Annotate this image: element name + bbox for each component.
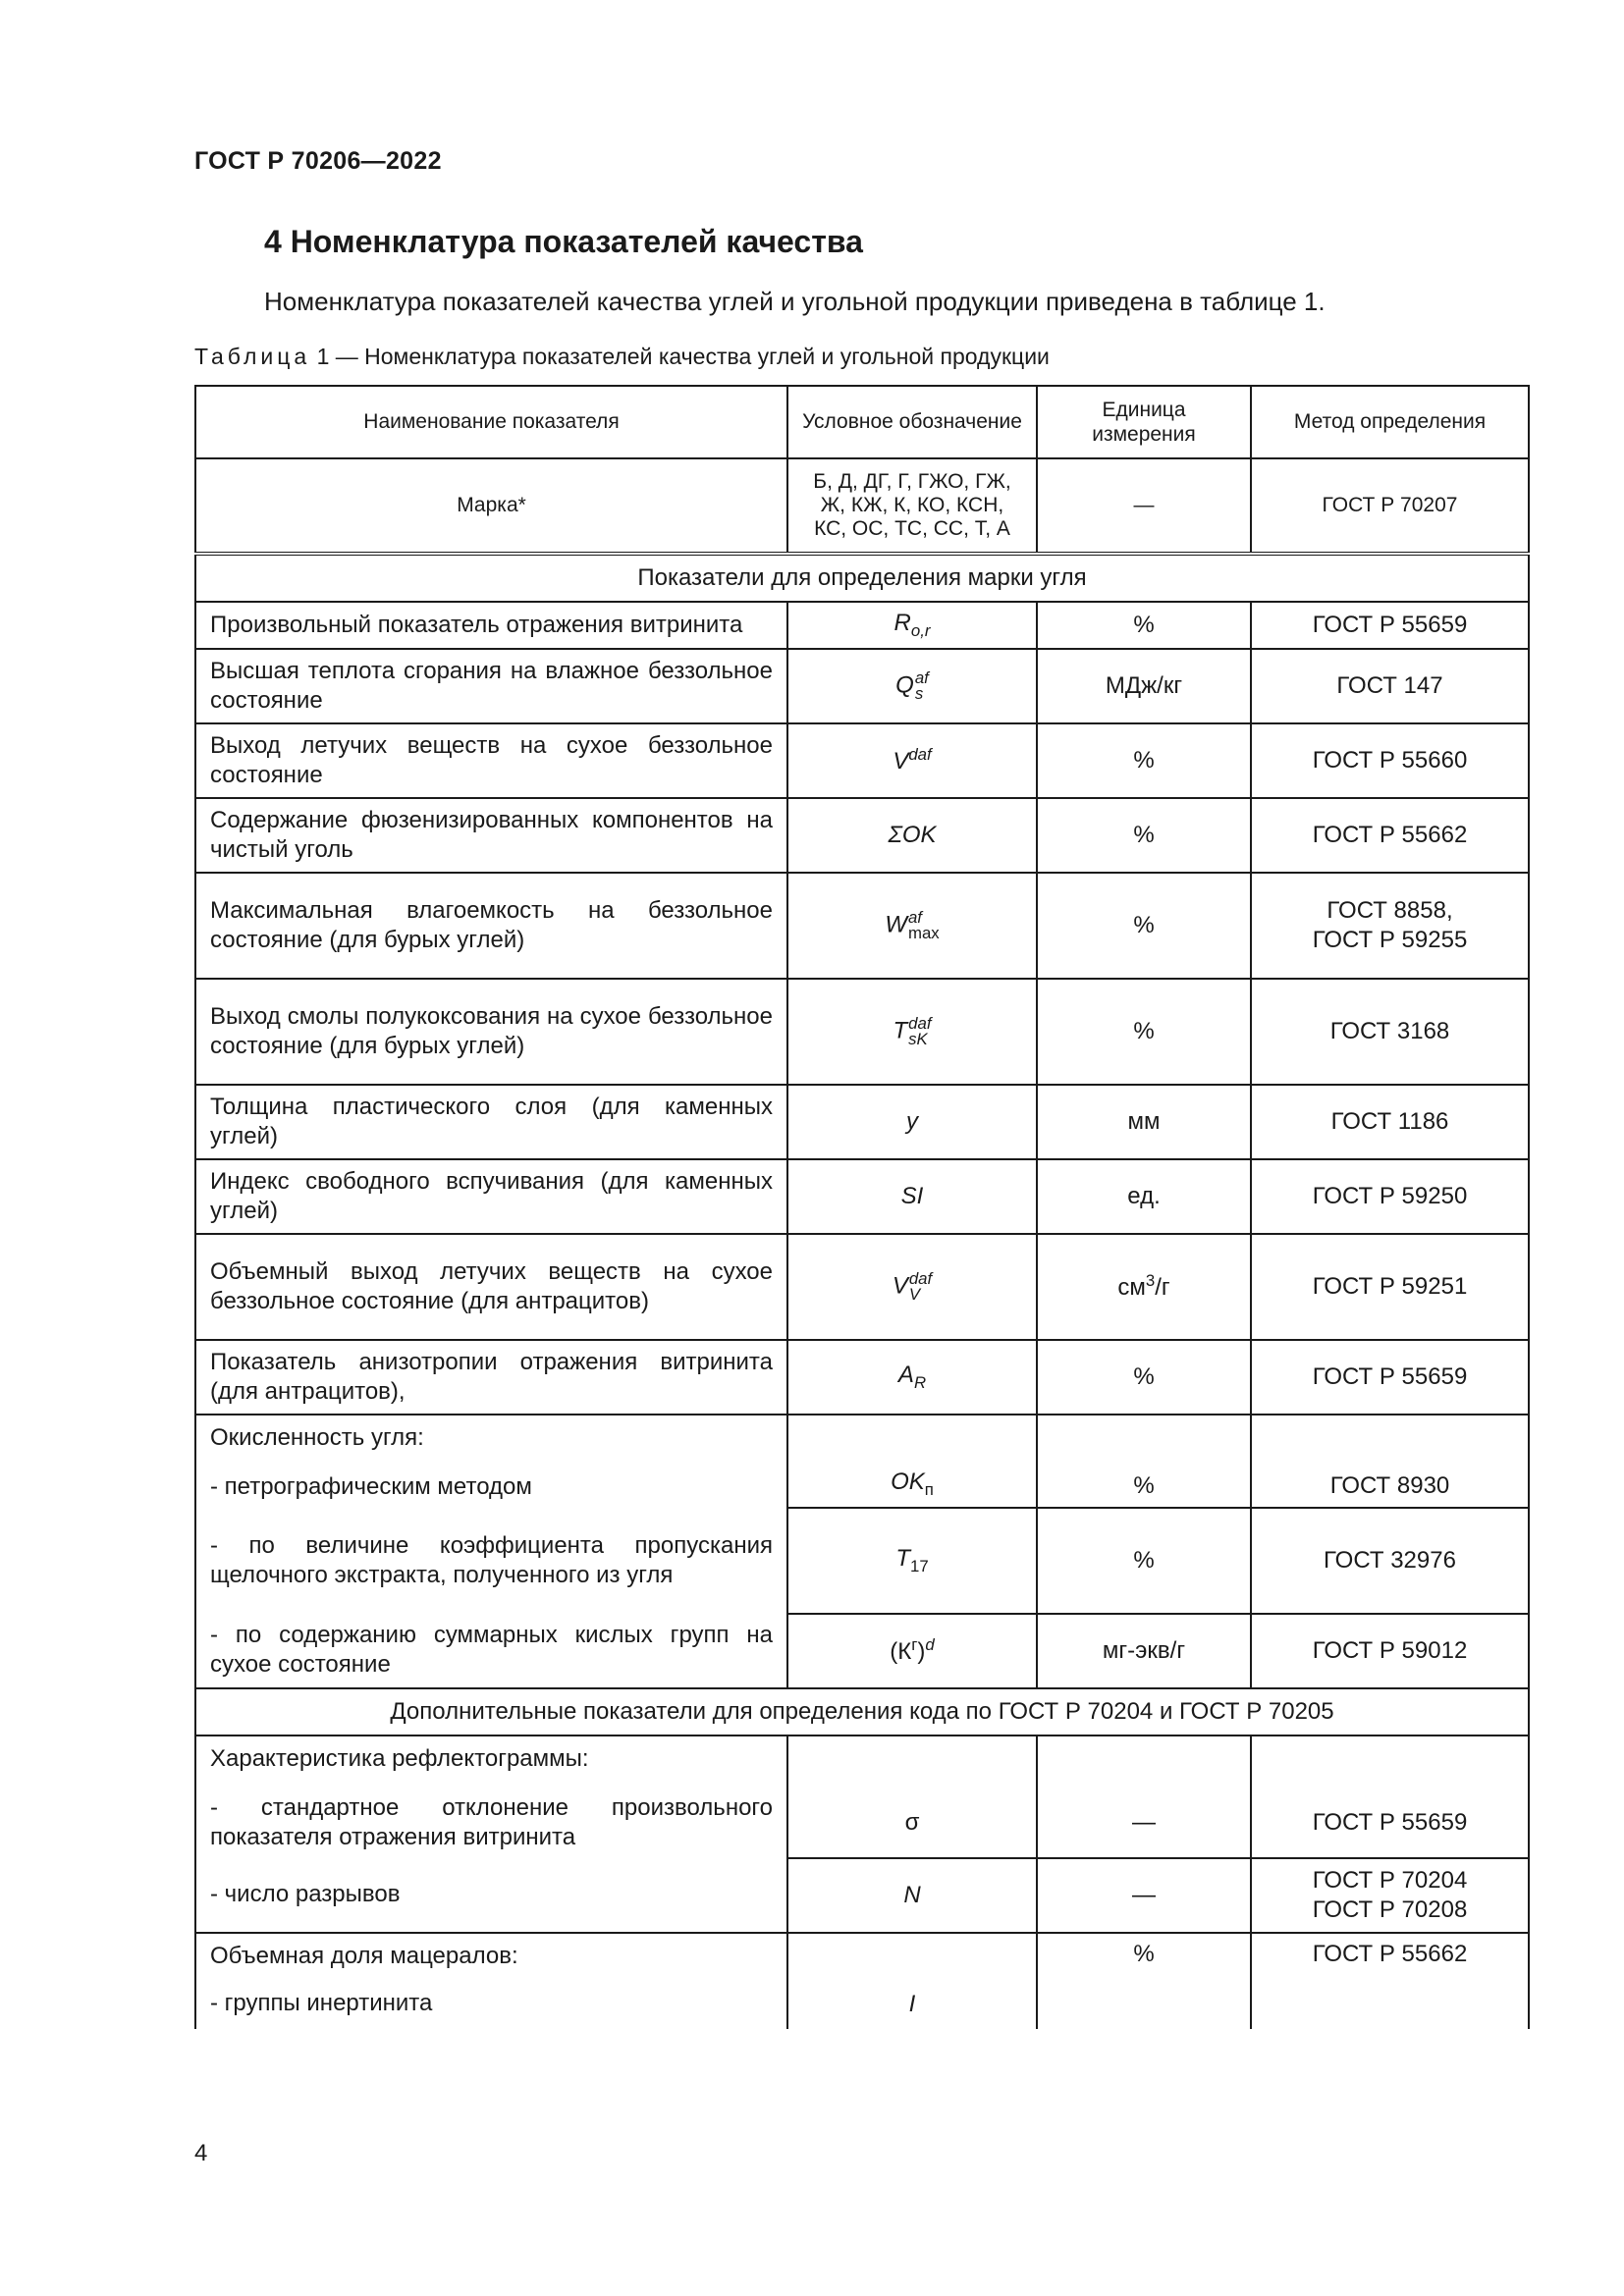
symbol-main: I: [908, 1990, 916, 2017]
cell-unit: %: [1037, 602, 1251, 649]
cell-method: ГОСТ 147: [1251, 649, 1529, 723]
table-row-brand: [195, 458, 1529, 554]
cell-unit: —: [1037, 1735, 1251, 1858]
cell-symbol: [787, 1340, 1037, 1415]
cell-name: - по величине коэффициента пропускания щелочного экстракта, полученного из угля: [195, 1508, 787, 1614]
table-row: [195, 1614, 1529, 1688]
symbol-main: OK: [891, 1468, 925, 1495]
cell-method: ГОСТ Р 55659: [1251, 602, 1529, 649]
caption-text: 1 — Номенклатура показателей качества углей и угольной продукции: [310, 344, 1050, 369]
symbol-main: SI: [900, 1182, 924, 1209]
section-intro: Номенклатура показателей качества углей и угольной продукции приведена в таблице 1.: [264, 287, 1326, 316]
table-row: [195, 1085, 1529, 1159]
symbol-main: y: [906, 1107, 918, 1135]
cell-name: Выход летучих веществ на сухое беззольное состояние: [195, 723, 787, 798]
col-header-unit: Единица измерения: [1037, 386, 1251, 458]
cell-unit: мг-экв/г: [1037, 1614, 1251, 1688]
group-item-name: - петрографическим методом: [210, 1472, 532, 1500]
cell-unit: %: [1037, 979, 1251, 1085]
col-header-method: Метод определения: [1251, 386, 1529, 458]
table-row: [195, 798, 1529, 873]
cell-unit: [1037, 1234, 1251, 1340]
cell-unit: %: [1037, 723, 1251, 798]
cell-name: Марка*: [195, 458, 787, 554]
method-line: ГОСТ Р 70208: [1312, 1896, 1468, 1923]
cell-method: ГОСТ Р 55660: [1251, 723, 1529, 798]
section-title: 4 Номенклатура показателей качества: [264, 224, 863, 259]
cell-symbol: [787, 1508, 1037, 1614]
cell-method: ГОСТ 8930: [1251, 1415, 1529, 1508]
cell-name: [195, 1415, 787, 1508]
cell-symbol: σ: [787, 1735, 1037, 1858]
cell-name: [195, 1933, 787, 2029]
unit-sup: 3: [1145, 1270, 1156, 1290]
page-number: 4: [194, 2140, 208, 2166]
symbol-sup: af: [907, 907, 922, 927]
symbol-main: V: [893, 747, 909, 774]
method-line: ГОСТ 8858,: [1326, 896, 1453, 924]
symbol-indices: [907, 907, 940, 942]
table-row: [195, 1234, 1529, 1340]
symbol-sub: 17: [910, 1556, 929, 1575]
cell-name: - по содержанию суммарных кислых групп на сухое состояние: [195, 1614, 787, 1688]
brand-symbol-line: КС, ОС, ТС, СС, Т, А: [814, 517, 1010, 541]
cell-method: ГОСТ Р 59012: [1251, 1614, 1529, 1688]
cell-symbol: [787, 873, 1037, 979]
cell-unit: —: [1037, 458, 1251, 554]
symbol-sub: max: [907, 923, 940, 942]
cell-name: Содержание фюзенизированных компонентов на чистый уголь: [195, 798, 787, 873]
brand-symbol-line: Б, Д, ДГ, Г, ГЖО, ГЖ,: [813, 469, 1011, 493]
method-line: ГОСТ Р 59255: [1312, 926, 1468, 953]
cell-symbol: [787, 1933, 1037, 2029]
symbol-sub: R: [913, 1372, 927, 1392]
unit-base: см: [1117, 1273, 1146, 1301]
cell-name: Высшая теплота сгорания на влажное беззольное состояние: [195, 649, 787, 723]
section-heading: Дополнительные показатели для определения кода по ГОСТ Р 70204 и ГОСТ Р 70205: [195, 1688, 1529, 1735]
cell-unit: —: [1037, 1858, 1251, 1933]
symbol-main: A: [897, 1361, 914, 1388]
cell-method: [1251, 873, 1529, 979]
group-item-name: - группы инертинита: [210, 1989, 433, 2016]
cell-unit: мм: [1037, 1085, 1251, 1159]
cell-name: - число разрывов: [195, 1858, 787, 1933]
table-row: [195, 1508, 1529, 1614]
table-row: [195, 1858, 1529, 1933]
symbol-main: R: [893, 610, 911, 636]
group-item-name: - стандартное отклонение произвольного показателя отражения витринита: [210, 1793, 773, 1850]
cell-unit: %: [1037, 798, 1251, 873]
table-row: [195, 979, 1529, 1085]
symbol-indices: [914, 667, 929, 703]
table-row-oxidation: [195, 1415, 1529, 1508]
cell-unit: %: [1037, 1933, 1251, 2029]
symbol-main: Q: [895, 671, 914, 699]
symbol-sup: daf: [908, 744, 932, 764]
cell-method: ГОСТ Р 55662: [1251, 1933, 1529, 2029]
group-heading: Объемная доля мацералов:: [210, 1942, 518, 1969]
document-code: ГОСТ Р 70206—2022: [194, 147, 442, 175]
cell-method: ГОСТ Р 55662: [1251, 798, 1529, 873]
cell-name: [195, 1735, 787, 1858]
cell-symbol: [787, 798, 1037, 873]
cell-symbol: [787, 1085, 1037, 1159]
brand-symbol-line: Ж, КЖ, К, КО, КСН,: [820, 493, 1004, 516]
col-header-name: Наименование показателя: [195, 386, 787, 458]
cell-unit: %: [1037, 873, 1251, 979]
cell-symbol: [787, 1415, 1037, 1508]
cell-symbol: [787, 1858, 1037, 1933]
table-row: [195, 1340, 1529, 1415]
cell-symbol: [787, 1159, 1037, 1234]
symbol-main: N: [903, 1881, 921, 1908]
cell-unit: %: [1037, 1508, 1251, 1614]
symbol-sub: п: [924, 1479, 934, 1499]
cell-name: Толщина пластического слоя (для каменных углей): [195, 1085, 787, 1159]
cell-name: Индекс свободного вспучивания (для каменных углей): [195, 1159, 787, 1234]
unit-tail: /г: [1155, 1273, 1170, 1301]
cell-method: ГОСТ Р 59250: [1251, 1159, 1529, 1234]
symbol-main: T: [895, 1544, 910, 1572]
quality-indicators-table: [194, 385, 1530, 2029]
cell-name: Объемный выход летучих веществ на сухое беззольное состояние (для антрацитов): [195, 1234, 787, 1340]
table-row-macerals: [195, 1933, 1529, 2029]
cell-symbol: [787, 723, 1037, 798]
symbol-sub: V: [908, 1284, 921, 1304]
symbol-sup: daf: [908, 1268, 933, 1288]
cell-unit: МДж/кг: [1037, 649, 1251, 723]
cell-method: ГОСТ 32976: [1251, 1508, 1529, 1614]
symbol-sup: daf: [908, 1013, 932, 1033]
cell-unit: %: [1037, 1340, 1251, 1415]
table-caption: [194, 344, 1050, 370]
symbol-main: ΣOK: [888, 821, 937, 848]
symbol-main: T: [893, 1017, 908, 1044]
symbol-sup: af: [914, 667, 929, 687]
symbol-sup: d: [925, 1634, 935, 1654]
group-heading: Окисленность угля:: [210, 1423, 424, 1451]
section-row: [195, 1688, 1529, 1735]
group-heading: Характеристика рефлектограммы:: [210, 1744, 589, 1772]
cell-name: Показатель анизотропии отражения витринита (для антрацитов),: [195, 1340, 787, 1415]
table-row: [195, 649, 1529, 723]
table-row: [195, 723, 1529, 798]
symbol-sub: o,r: [910, 620, 931, 640]
section-row: [195, 554, 1529, 602]
cell-method: ГОСТ Р 55659: [1251, 1735, 1529, 1858]
cell-method: [1251, 1858, 1529, 1933]
section-heading: Показатели для определения марки угля: [195, 554, 1529, 602]
cell-name: Произвольный показатель отражения витринита: [195, 602, 787, 649]
cell-symbol: [787, 602, 1037, 649]
cell-symbol: [787, 1234, 1037, 1340]
cell-name: Выход смолы полукоксования на сухое беззольное состояние (для бурых углей): [195, 979, 787, 1085]
symbol-sup: г: [911, 1634, 918, 1654]
table-row: [195, 873, 1529, 979]
cell-symbol: [787, 458, 1037, 554]
cell-method: ГОСТ 1186: [1251, 1085, 1529, 1159]
symbol-indices: [908, 1268, 933, 1304]
table-header-row: [195, 386, 1529, 458]
cell-method: ГОСТ Р 59251: [1251, 1234, 1529, 1340]
table-row: [195, 602, 1529, 649]
symbol-main: W: [885, 911, 907, 938]
cell-unit: ед.: [1037, 1159, 1251, 1234]
cell-symbol: [787, 1614, 1037, 1688]
col-header-symbol: Условное обозначение: [787, 386, 1037, 458]
cell-method: ГОСТ 3168: [1251, 979, 1529, 1085]
method-line: ГОСТ Р 70204: [1312, 1866, 1468, 1894]
symbol-sub: s: [914, 683, 924, 703]
cell-name: Максимальная влагоемкость на беззольное состояние (для бурых углей): [195, 873, 787, 979]
symbol-indices: [908, 1013, 932, 1048]
cell-symbol: [787, 649, 1037, 723]
cell-method: ГОСТ Р 70207: [1251, 458, 1529, 554]
cell-method: ГОСТ Р 55659: [1251, 1340, 1529, 1415]
table-row: [195, 1159, 1529, 1234]
table-row-reflectogram: [195, 1735, 1529, 1858]
cell-unit: %: [1037, 1415, 1251, 1508]
cell-symbol: [787, 979, 1037, 1085]
symbol-mid: ): [917, 1637, 926, 1665]
caption-word: Таблица: [194, 344, 311, 369]
symbol-prefix: (К: [890, 1637, 912, 1665]
symbol-main: V: [892, 1272, 908, 1300]
symbol-sub: sK: [908, 1029, 928, 1048]
